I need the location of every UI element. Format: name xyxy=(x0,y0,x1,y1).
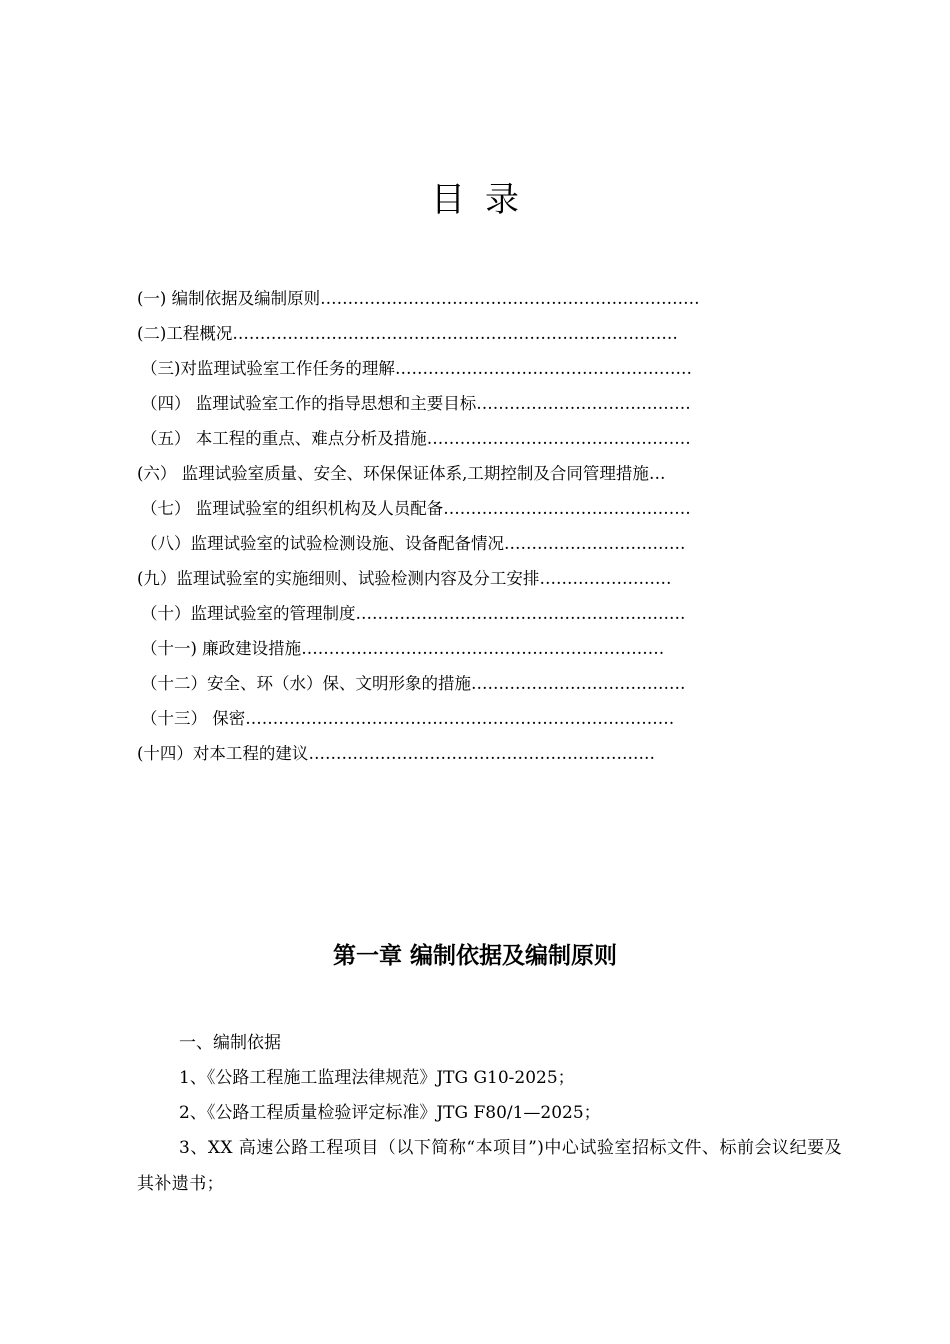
toc-item xyxy=(137,741,759,767)
toc-leader-dots: ……………………………………… xyxy=(443,499,691,518)
toc-item xyxy=(137,461,757,487)
toc-leader-dots: …………………………… xyxy=(504,534,686,553)
toc-item-label: （八）监理试验室的试验检测设施、设备配备情况 xyxy=(141,534,504,553)
toc-leader-dots: ………………………………………… xyxy=(426,429,691,448)
toc-leader-dots: …………………………………………………… xyxy=(355,604,686,623)
toc-title: 目录 xyxy=(431,180,539,220)
toc-item-label: （十）监理试验室的管理制度 xyxy=(141,604,356,623)
toc-leader-dots: … xyxy=(648,464,666,483)
toc-item xyxy=(137,566,759,592)
toc-item-label: (九）监理试验室的实施细则、试验检测内容及分工安排 xyxy=(137,569,540,588)
toc-item xyxy=(141,706,781,732)
paragraph-text: 2、《公路工程质量检验评定标准》JTG F80/1—2025； xyxy=(179,1103,601,1123)
section-heading xyxy=(137,1026,837,1060)
toc-item-label: （四） 监理试验室工作的指导思想和主要目标 xyxy=(141,394,477,413)
toc-leader-dots: ……………………………………………………… xyxy=(308,744,655,763)
toc-item-label: （五） 本工程的重点、难点分析及措施 xyxy=(141,429,427,448)
toc-leader-dots: ………………………………… xyxy=(471,674,686,693)
toc-leader-dots: ………………………………………………………… xyxy=(301,639,665,658)
toc-leader-dots: ………………………………… xyxy=(476,394,691,413)
toc-item xyxy=(141,531,771,557)
toc-item-label: （十一) 廉政建设措施 xyxy=(141,639,302,658)
toc-item xyxy=(141,601,771,627)
toc-item xyxy=(141,426,781,452)
toc-item xyxy=(137,321,747,347)
toc-item xyxy=(141,671,771,697)
toc-item-label: （十三） 保密 xyxy=(141,709,246,728)
toc-item-label: (六） 监理试验室质量、安全、环保保证体系,工期控制及合同管理措施 xyxy=(137,464,649,483)
toc-item xyxy=(141,636,767,662)
toc-item xyxy=(141,496,781,522)
toc-item-label: (十四）对本工程的建议 xyxy=(137,744,309,763)
paragraph xyxy=(137,1061,837,1095)
section-heading-text: 一、编制依据 xyxy=(179,1033,281,1053)
chapter-title: 第一章 编制依据及编制原则 xyxy=(332,942,617,969)
paragraph-text: 3、XX 高速公路工程项目（以下简称“本项目”)中心试验室招标文件、标前会议纪要及其补遗书； xyxy=(137,1138,842,1194)
toc-item-label: (一) 编制依据及编制原则 xyxy=(137,289,321,308)
toc-item xyxy=(141,356,759,382)
toc-item-label: （七） 监理试验室的组织机构及人员配备 xyxy=(141,499,444,518)
toc-leader-dots: ……………………………………………………………………… xyxy=(232,324,678,343)
toc-item xyxy=(141,391,781,417)
toc-leader-dots: …………………………………………………………………… xyxy=(245,709,675,728)
toc-leader-dots: …………………………………………………………… xyxy=(320,289,700,308)
toc-leader-dots: ……………………………………………… xyxy=(394,359,692,378)
paragraph xyxy=(137,1096,837,1130)
toc-leader-dots: …………………… xyxy=(539,569,672,588)
toc-item-label: （三)对监理试验室工作任务的理解 xyxy=(141,359,395,378)
toc-item xyxy=(137,286,757,312)
toc-item-label: （十二）安全、环（水）保、文明形象的措施 xyxy=(141,674,471,693)
paragraph-text: 1、《公路工程施工监理法律规范》JTG G10-2025； xyxy=(179,1068,575,1088)
toc-item-label: (二)工程概况 xyxy=(137,324,233,343)
